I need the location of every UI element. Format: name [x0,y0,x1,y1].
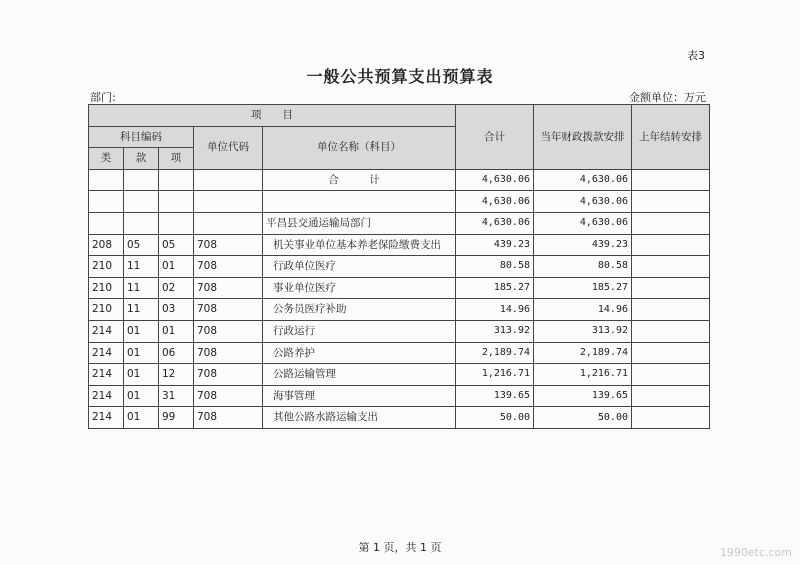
unit-code-cell [194,169,263,191]
current-allocation-cell: 139.65 [534,385,632,407]
category-cell: 214 [89,342,124,364]
total-cell: 1,216.71 [456,364,534,386]
current-allocation-cell: 4,630.06 [534,169,632,191]
carryover-cell [632,385,710,407]
current-allocation-cell: 50.00 [534,407,632,429]
item-cell [159,169,194,191]
category-cell: 214 [89,364,124,386]
category-cell [89,212,124,234]
section-cell: 01 [124,320,159,342]
category-cell: 210 [89,256,124,278]
unit-name-cell: 行政单位医疗 [263,256,456,278]
xiang-header: 项 [159,148,194,170]
department-label: 部门: [90,91,116,104]
carryover-cell [632,234,710,256]
unit-name-cell: 合 计 [263,169,456,191]
unit-code-cell: 708 [194,299,263,321]
carryover-cell [632,320,710,342]
total-cell: 4,630.06 [456,169,534,191]
table-row [89,385,710,407]
unit-name-cell: 机关事业单位基本养老保险缴费支出 [263,234,456,256]
current-allocation-cell: 1,216.71 [534,364,632,386]
amount-unit-label: 金额单位：万元 [629,91,706,104]
item-cell: 31 [159,385,194,407]
item-cell: 03 [159,299,194,321]
total-cell: 80.58 [456,256,534,278]
section-cell: 05 [124,234,159,256]
unit-code-cell: 708 [194,234,263,256]
unit-code-cell: 708 [194,364,263,386]
item-cell: 02 [159,277,194,299]
category-cell: 214 [89,385,124,407]
total-cell: 14.96 [456,299,534,321]
category-cell: 210 [89,277,124,299]
unit-name-cell [263,191,456,213]
unit-code-cell: 708 [194,342,263,364]
section-cell: 01 [124,407,159,429]
total-cell: 2,189.74 [456,342,534,364]
carryover-cell [632,299,710,321]
item-cell: 01 [159,320,194,342]
section-cell [124,191,159,213]
unit-name-cell: 其他公路水路运输支出 [263,407,456,429]
table-row [89,234,710,256]
unit-name-cell: 事业单位医疗 [263,277,456,299]
table-row [89,320,710,342]
total-cell: 139.65 [456,385,534,407]
current-allocation-cell: 2,189.74 [534,342,632,364]
category-cell: 208 [89,234,124,256]
category-cell: 214 [89,407,124,429]
carryover-cell [632,256,710,278]
unit-name-cell: 海事管理 [263,385,456,407]
carryover-cell [632,407,710,429]
page-title: 一般公共预算支出预算表 [306,67,494,86]
item-cell: 05 [159,234,194,256]
subject-code-header: 科目编码 [89,126,194,148]
unit-code-cell [194,212,263,234]
table-row [89,191,710,213]
section-cell: 11 [124,256,159,278]
unit-code-cell [194,191,263,213]
total-header: 合计 [456,105,534,170]
item-cell: 01 [159,256,194,278]
total-cell: 185.27 [456,277,534,299]
total-cell: 4,630.06 [456,191,534,213]
kuan-header: 款 [124,148,159,170]
current-allocation-cell: 4,630.06 [534,191,632,213]
lei-header: 类 [89,148,124,170]
current-allocation-cell: 14.96 [534,299,632,321]
project-header: 项 目 [89,105,456,127]
total-cell: 439.23 [456,234,534,256]
category-cell [89,191,124,213]
carryover-cell [632,364,710,386]
section-cell: 11 [124,299,159,321]
carryover-header: 上年结转安排 [632,105,710,170]
total-cell: 313.92 [456,320,534,342]
item-cell: 06 [159,342,194,364]
unit-name-header: 单位名称（科目） [263,126,456,169]
table-row [89,256,710,278]
unit-name-cell: 公路运输管理 [263,364,456,386]
carryover-cell [632,169,710,191]
unit-name-cell: 公路养护 [263,342,456,364]
current-allocation-cell: 4,630.06 [534,212,632,234]
section-cell [124,212,159,234]
carryover-cell [632,191,710,213]
table-row [89,212,710,234]
table-row [89,277,710,299]
item-cell: 99 [159,407,194,429]
unit-code-header: 单位代码 [194,126,263,169]
category-cell: 210 [89,299,124,321]
current-allocation-header: 当年财政拨款安排 [534,105,632,170]
current-allocation-cell: 439.23 [534,234,632,256]
table-row [89,299,710,321]
current-allocation-cell: 185.27 [534,277,632,299]
budget-table [88,104,710,429]
header-row-1 [89,105,710,127]
table-row [89,342,710,364]
carryover-cell [632,342,710,364]
item-cell: 12 [159,364,194,386]
table-row [89,169,710,191]
category-cell [89,169,124,191]
carryover-cell [632,277,710,299]
watermark: 1990etc.com [719,546,792,559]
unit-name-cell: 公务员医疗补助 [263,299,456,321]
unit-code-cell: 708 [194,385,263,407]
total-cell: 4,630.06 [456,212,534,234]
total-cell: 50.00 [456,407,534,429]
unit-code-cell: 708 [194,320,263,342]
current-allocation-cell: 80.58 [534,256,632,278]
page-number: 第 1 页，共 1 页 [358,541,442,554]
page-label: 表3 [687,49,705,62]
section-cell [124,169,159,191]
unit-name-cell: 行政运行 [263,320,456,342]
unit-name-cell: 平昌县交通运输局部门 [263,212,456,234]
section-cell: 01 [124,342,159,364]
unit-code-cell: 708 [194,407,263,429]
section-cell: 11 [124,277,159,299]
unit-code-cell: 708 [194,277,263,299]
table-row [89,364,710,386]
category-cell: 214 [89,320,124,342]
current-allocation-cell: 313.92 [534,320,632,342]
unit-code-cell: 708 [194,256,263,278]
item-cell [159,191,194,213]
section-cell: 01 [124,364,159,386]
item-cell [159,212,194,234]
section-cell: 01 [124,385,159,407]
carryover-cell [632,212,710,234]
table-row [89,407,710,429]
